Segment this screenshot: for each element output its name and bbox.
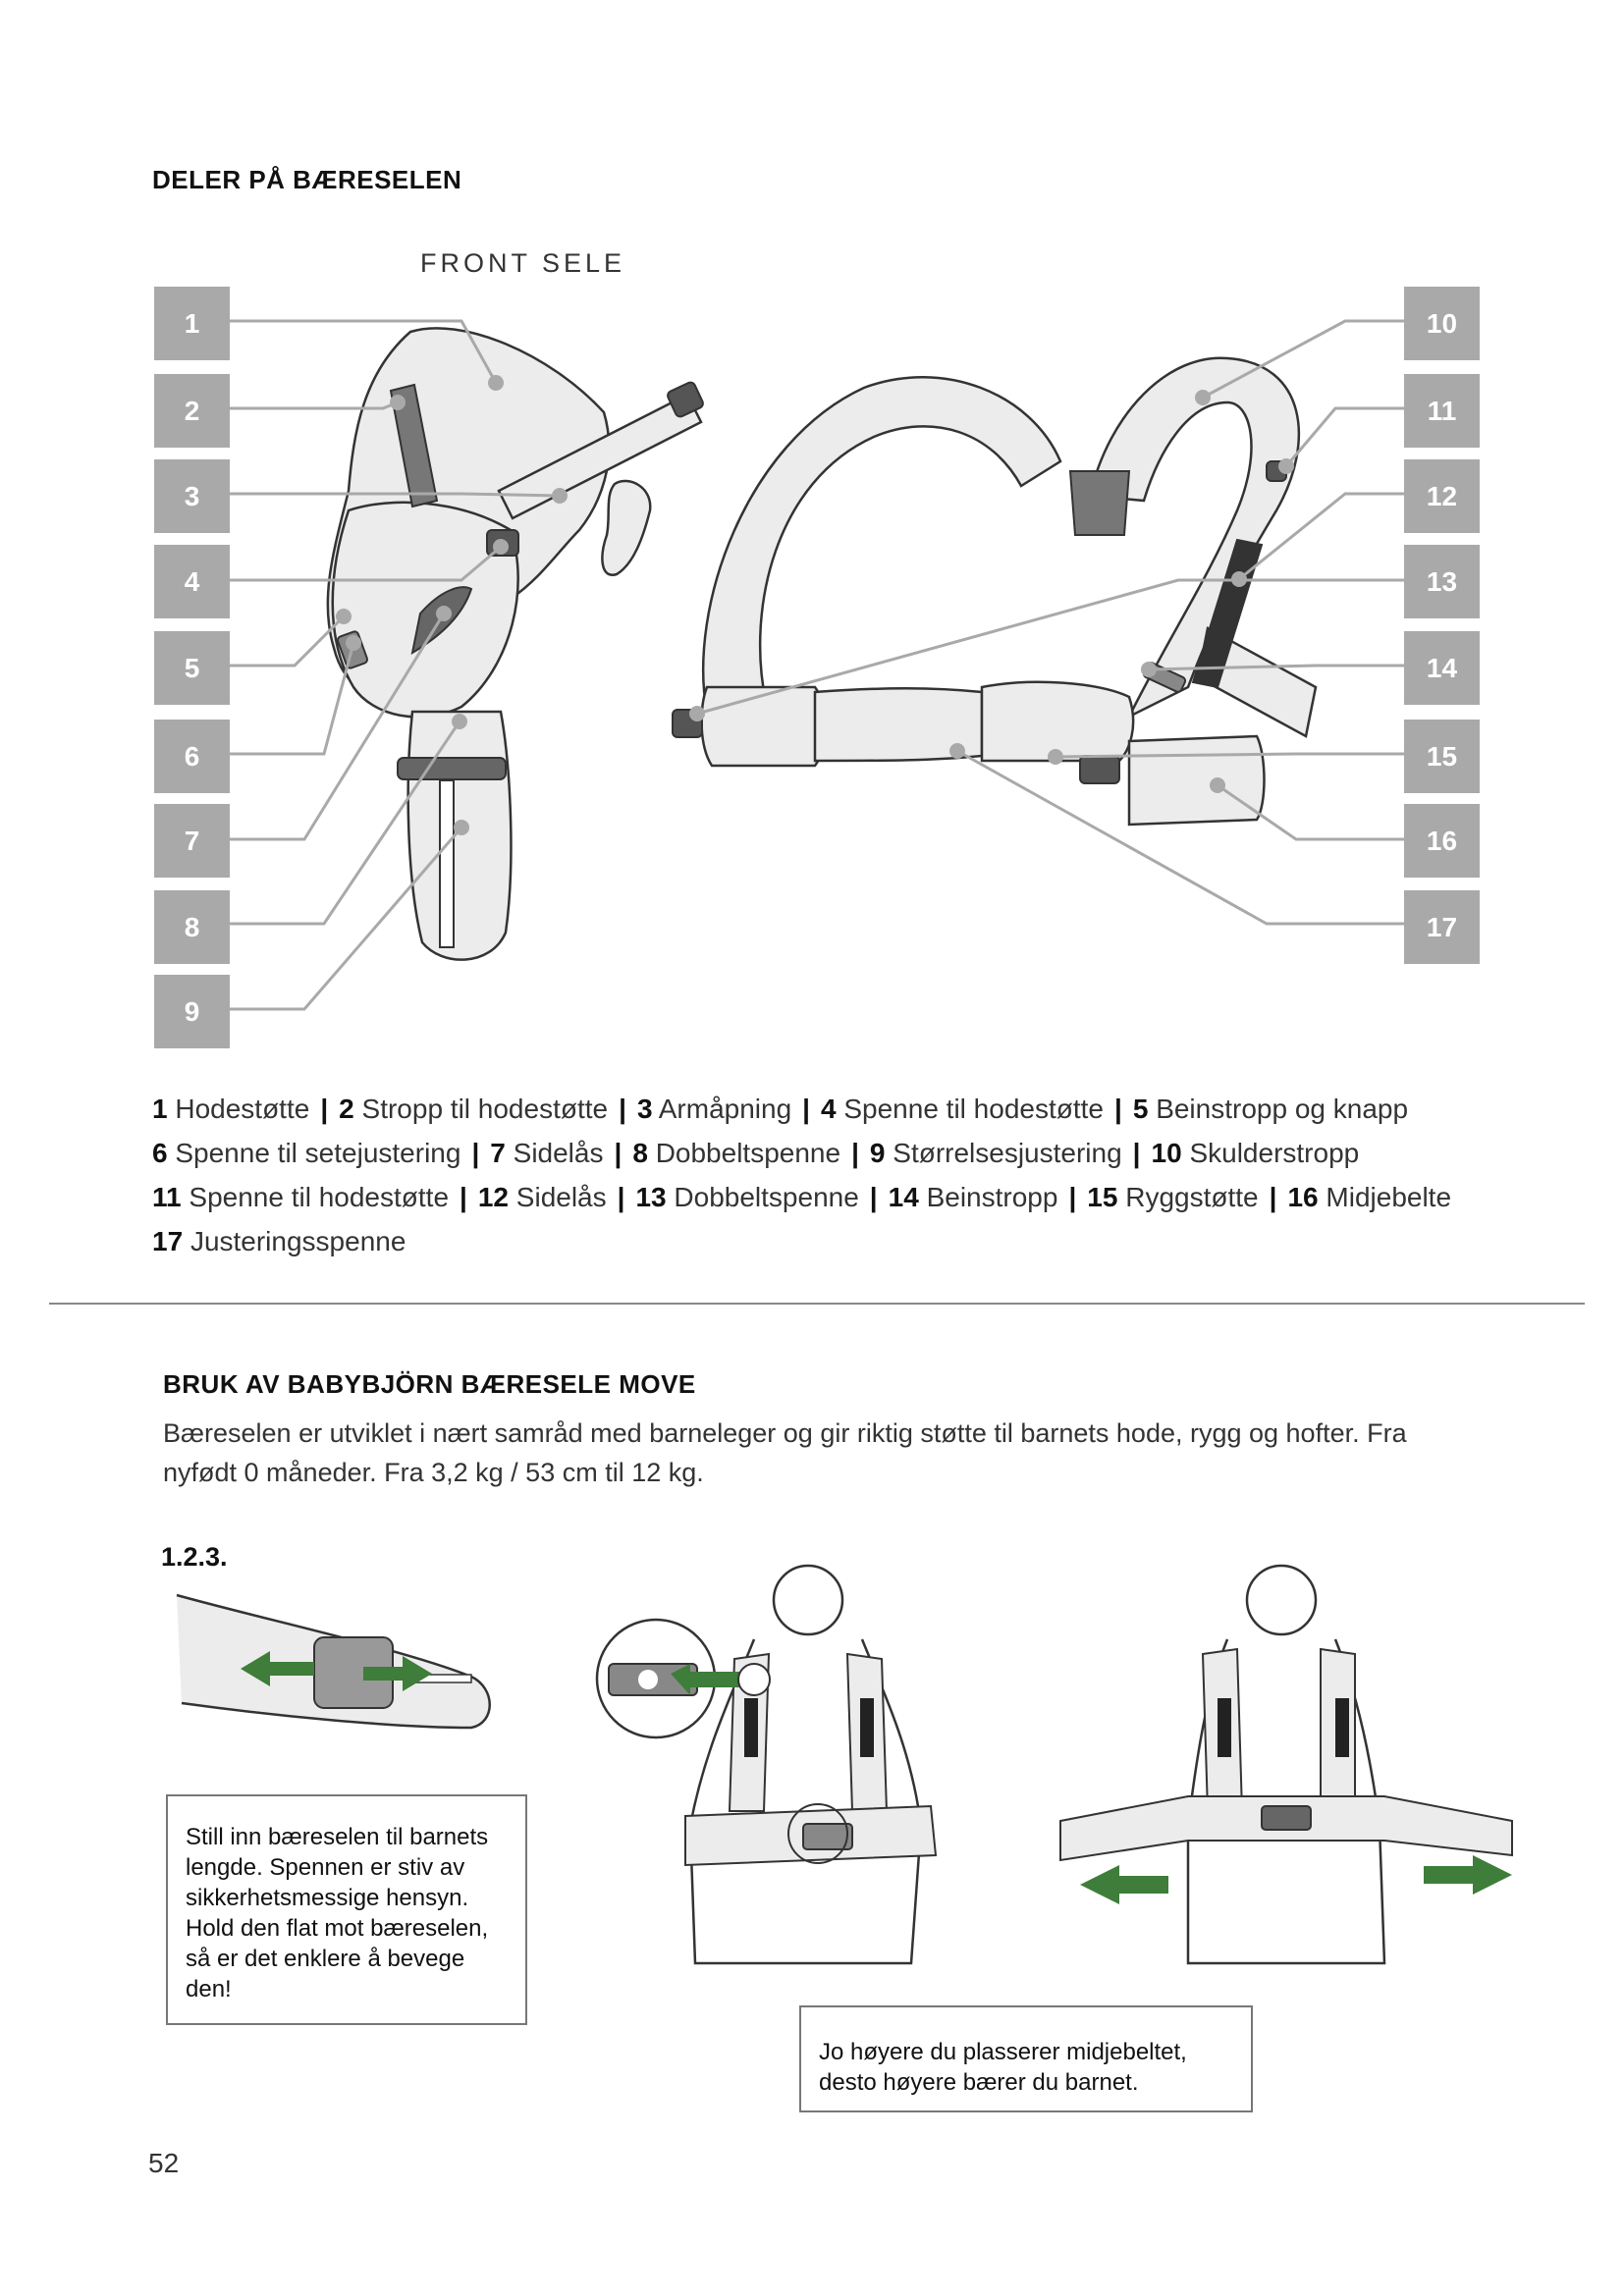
- part-number: 8: [632, 1138, 648, 1168]
- step-label: 1.2.3.: [161, 1542, 228, 1572]
- callout-9: 9: [154, 975, 230, 1048]
- part-label: Sidelås: [513, 1138, 604, 1168]
- callout-7: 7: [154, 804, 230, 878]
- front-carrier-label: FRONT SELE: [420, 248, 626, 278]
- part-label: Beinstropp og knapp: [1156, 1094, 1409, 1124]
- note-right-line: Jo høyere du plasserer midjebeltet,: [819, 2039, 1187, 2065]
- part-number: 7: [490, 1138, 506, 1168]
- part-number: 9: [869, 1138, 886, 1168]
- buckle-adjust-illustration: [147, 1590, 540, 1737]
- carrier-parts-diagram: [0, 0, 1624, 1080]
- part-number: 14: [888, 1182, 919, 1212]
- part-number: 6: [152, 1138, 168, 1168]
- part-number: 15: [1087, 1182, 1118, 1212]
- callout-5: 5: [154, 631, 230, 705]
- section-title-parts: DELER PÅ BÆRESELEN: [152, 165, 462, 194]
- part-number: 12: [477, 1182, 510, 1212]
- parts-legend-line-2: 6 Spenne til setejustering | 7 Sidelås | 8 Dobbeltspenne | 9 Størrelsesjustering | 10 Skulderstropp: [152, 1138, 1360, 1168]
- intro-text: [163, 1414, 1538, 1492]
- section-title-usage: BRUK AV BABYBJÖRN BÆRESELE MOVE: [163, 1369, 696, 1399]
- belt-tighten-illustration: [1041, 1571, 1532, 1983]
- note-waist-belt-height: [799, 2005, 1253, 2112]
- parts-legend-line-1: 1 Hodestøtte | 2 Stropp til hodestøtte | 3 Armåpning | 4 Spenne til hodestøtte | 5 Beinstropp og knapp: [152, 1094, 1409, 1124]
- part-number: 4: [821, 1094, 837, 1124]
- note-adjust-length: [166, 1794, 527, 2025]
- note-right-line: desto høyere bærer du barnet.: [819, 2069, 1139, 2096]
- part-number: 3: [636, 1094, 653, 1124]
- callout-14: 14: [1404, 631, 1480, 705]
- intro-line-1: Bæreselen er utviklet i nært samråd med barneleger og gir riktig støtte til barnets hode, rygg og hofter. Fra: [163, 1418, 1407, 1448]
- part-label: Hodestøtte: [175, 1094, 310, 1124]
- part-label: Sidelås: [515, 1182, 607, 1212]
- intro-line-2: nyfødt 0 måneder. Fra 3,2 kg / 53 cm til 12 kg.: [163, 1458, 704, 1487]
- parts-legend-line-3: 11 Spenne til hodestøtte | 12 Sidelås | 13 Dobbeltspenne | 14 Beinstropp | 15 Ryggstøtte | 16 Midjebelte: [152, 1182, 1452, 1212]
- callout-11: 11: [1404, 374, 1480, 448]
- part-number: 10: [1151, 1138, 1182, 1168]
- callout-12: 12: [1404, 459, 1480, 533]
- part-number: 1: [152, 1094, 168, 1124]
- front-carrier-illustration: [328, 328, 701, 959]
- part-label: Spenne til hodestøtte: [189, 1182, 450, 1212]
- part-label: Stropp til hodestøtte: [361, 1094, 609, 1124]
- note-left-line: den!: [186, 1976, 232, 2002]
- page-number: 52: [148, 2148, 180, 2178]
- parts-legend-line-4: [152, 1219, 1527, 1263]
- callout-10: 10: [1404, 287, 1480, 360]
- callout-6: 6: [154, 720, 230, 793]
- part-label: Midjebelte: [1326, 1182, 1452, 1212]
- callout-4: 4: [154, 545, 230, 618]
- part-number: 11: [152, 1182, 182, 1212]
- section-divider: [49, 1303, 1585, 1305]
- part-number: 5: [1132, 1094, 1149, 1124]
- part-label: Justeringsspenne: [189, 1226, 406, 1256]
- callout-2: 2: [154, 374, 230, 448]
- callout-1: 1: [154, 287, 230, 360]
- part-label: Spenne til hodestøtte: [843, 1094, 1104, 1124]
- part-label: Skulderstropp: [1189, 1138, 1360, 1168]
- part-number: 2: [339, 1094, 354, 1124]
- part-number: 13: [635, 1182, 667, 1212]
- callout-3: 3: [154, 459, 230, 533]
- part-label: Dobbeltspenne: [674, 1182, 859, 1212]
- part-label: Størrelsesjustering: [893, 1138, 1122, 1168]
- part-label: Ryggstøtte: [1125, 1182, 1259, 1212]
- callout-16: 16: [1404, 804, 1480, 878]
- part-label: Armåpning: [658, 1094, 792, 1124]
- note-left-line: så er det enklere å bevege: [186, 1946, 465, 1972]
- part-label: Spenne til setejustering: [175, 1138, 461, 1168]
- part-label: Dobbeltspenne: [655, 1138, 841, 1168]
- waist-belt-illustration: [597, 1571, 990, 1983]
- note-left-line: Hold den flat mot bæreselen,: [186, 1915, 489, 1942]
- part-number: 16: [1287, 1182, 1319, 1212]
- callout-17: 17: [1404, 890, 1480, 964]
- note-left-line: Still inn bæreselen til barnets: [186, 1824, 489, 1850]
- note-left-line: lengde. Spennen er stiv av: [186, 1854, 465, 1881]
- part-label: Beinstropp: [926, 1182, 1058, 1212]
- callout-8: 8: [154, 890, 230, 964]
- part-number: 17: [152, 1226, 184, 1256]
- note-left-line: sikkerhetsmessige hensyn.: [186, 1885, 469, 1911]
- callout-15: 15: [1404, 720, 1480, 793]
- callout-13: 13: [1404, 545, 1480, 618]
- parts-legend: [152, 1087, 1527, 1263]
